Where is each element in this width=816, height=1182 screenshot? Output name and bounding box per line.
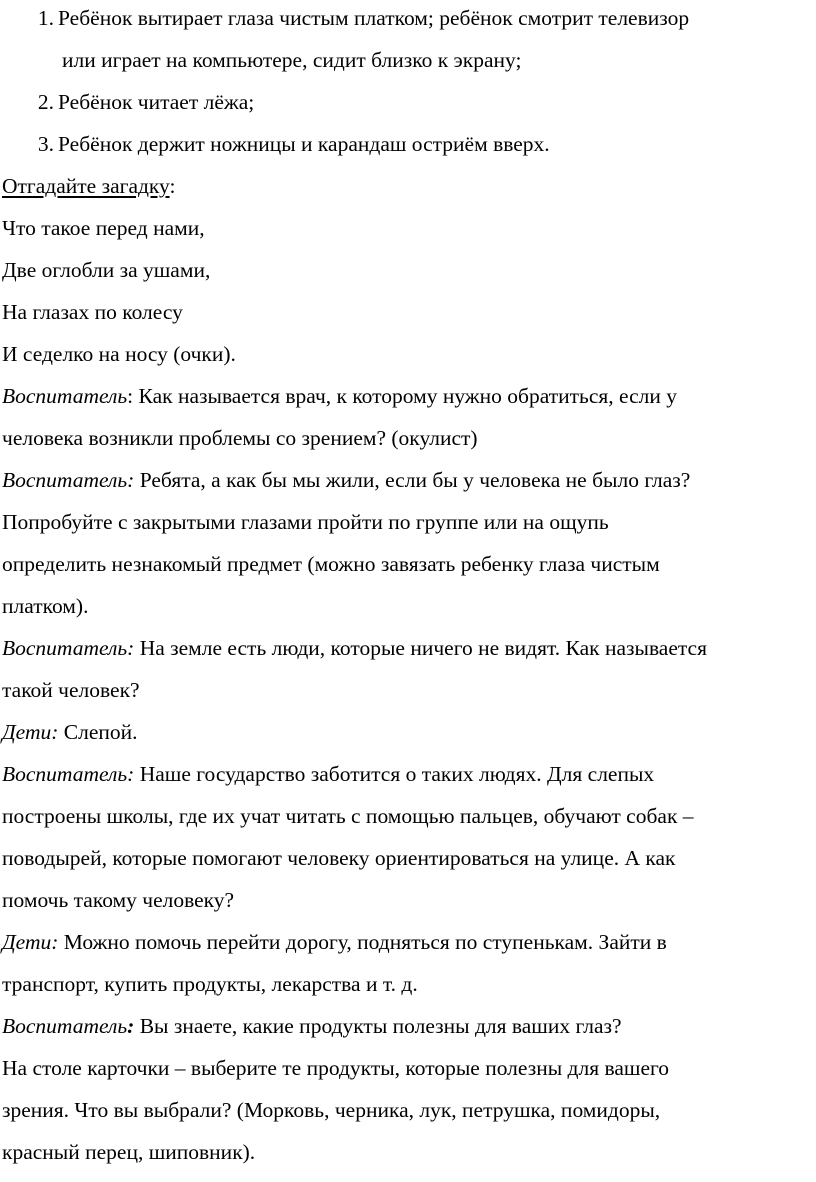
dialogue-paragraph-3 bbox=[2, 634, 707, 662]
paragraph-line: построены школы, где их учат читать с помощью пальцев, обучают собак – bbox=[2, 804, 694, 828]
list-number: 3. bbox=[37, 132, 54, 156]
speaker-label: Воспитатель bbox=[2, 1014, 128, 1038]
dialogue-paragraph-6 bbox=[2, 928, 667, 956]
riddle-line-3: На глазах по колесу bbox=[2, 300, 183, 324]
riddle-heading bbox=[2, 172, 176, 200]
list-item-2 bbox=[2, 88, 254, 116]
list-number: 2. bbox=[37, 90, 54, 114]
paragraph-text: Ребята, а как бы мы жили, если бы у человека не было глаз? bbox=[134, 468, 691, 492]
list-text: или играет на компьютере, сидит близко к экрану; bbox=[62, 48, 522, 72]
speaker-colon: : bbox=[127, 384, 134, 408]
paragraph-text: Слепой. bbox=[58, 720, 138, 744]
paragraph-text: Как называется врач, к которому нужно обратиться, если у bbox=[133, 384, 677, 408]
dialogue-paragraph-7 bbox=[2, 1012, 622, 1040]
riddle-line-1: Что такое перед нами, bbox=[2, 216, 205, 240]
riddle-line-4: И седелко на носу (очки). bbox=[2, 342, 236, 366]
list-item-1-continued bbox=[2, 46, 521, 74]
speaker-label: Дети: bbox=[2, 720, 59, 744]
paragraph-line: определить незнакомый предмет (можно завязать ребенку глаза чистым bbox=[2, 552, 660, 576]
list-text: Ребёнок держит ножницы и карандаш остриём вверх. bbox=[58, 132, 550, 156]
speaker-label: Дети: bbox=[2, 930, 59, 954]
dialogue-paragraph-1 bbox=[2, 382, 677, 410]
paragraph-text: Вы знаете, какие продукты полезны для ваших глаз? bbox=[134, 1014, 622, 1038]
list-number: 1. bbox=[37, 6, 54, 30]
paragraph-text: Наше государство заботится о таких людях. Для слепых bbox=[134, 762, 655, 786]
paragraph-text: Можно помочь перейти дорогу, подняться по ступенькам. Зайти в bbox=[58, 930, 667, 954]
speaker-label: Воспитатель: bbox=[2, 468, 135, 492]
paragraph-line: Попробуйте с закрытыми глазами пройти по группе или на ощупь bbox=[2, 510, 609, 534]
paragraph-line: На столе карточки – выберите те продукты, которые полезны для вашего bbox=[2, 1056, 670, 1080]
speaker-label: Воспитатель bbox=[2, 384, 128, 408]
riddle-heading-text: Отгадайте загадку bbox=[2, 174, 170, 198]
speaker-label: Воспитатель: bbox=[2, 636, 135, 660]
list-item-3 bbox=[2, 130, 550, 158]
list-text: Ребёнок вытирает глаза чистым платком; ребёнок смотрит телевизор bbox=[58, 6, 690, 30]
speaker-label: Воспитатель: bbox=[2, 762, 135, 786]
dialogue-paragraph-2 bbox=[2, 466, 690, 494]
list-item-1 bbox=[2, 4, 689, 32]
paragraph-line: транспорт, купить продукты, лекарства и т. д. bbox=[2, 972, 418, 996]
paragraph-line: такой человек? bbox=[2, 678, 140, 702]
paragraph-line: поводырей, которые помогают человеку ориентироваться на улице. А как bbox=[2, 846, 676, 870]
paragraph-text: На земле есть люди, которые ничего не видят. Как называется bbox=[134, 636, 707, 660]
riddle-heading-colon: : bbox=[169, 174, 176, 198]
speaker-colon: : bbox=[127, 1014, 135, 1038]
paragraph-line: платком). bbox=[2, 594, 89, 618]
list-text: Ребёнок читает лёжа; bbox=[58, 90, 255, 114]
paragraph-line: зрения. Что вы выбрали? (Морковь, черника, лук, петрушка, помидоры, bbox=[2, 1098, 661, 1122]
dialogue-paragraph-4 bbox=[2, 718, 138, 746]
paragraph-line: помочь такому человеку? bbox=[2, 888, 235, 912]
paragraph-line: красный перец, шиповник). bbox=[2, 1140, 256, 1164]
dialogue-paragraph-5 bbox=[2, 760, 654, 788]
paragraph-line: человека возникли проблемы со зрением? (окулист) bbox=[2, 426, 478, 450]
riddle-line-2: Две оглобли за ушами, bbox=[2, 258, 211, 282]
